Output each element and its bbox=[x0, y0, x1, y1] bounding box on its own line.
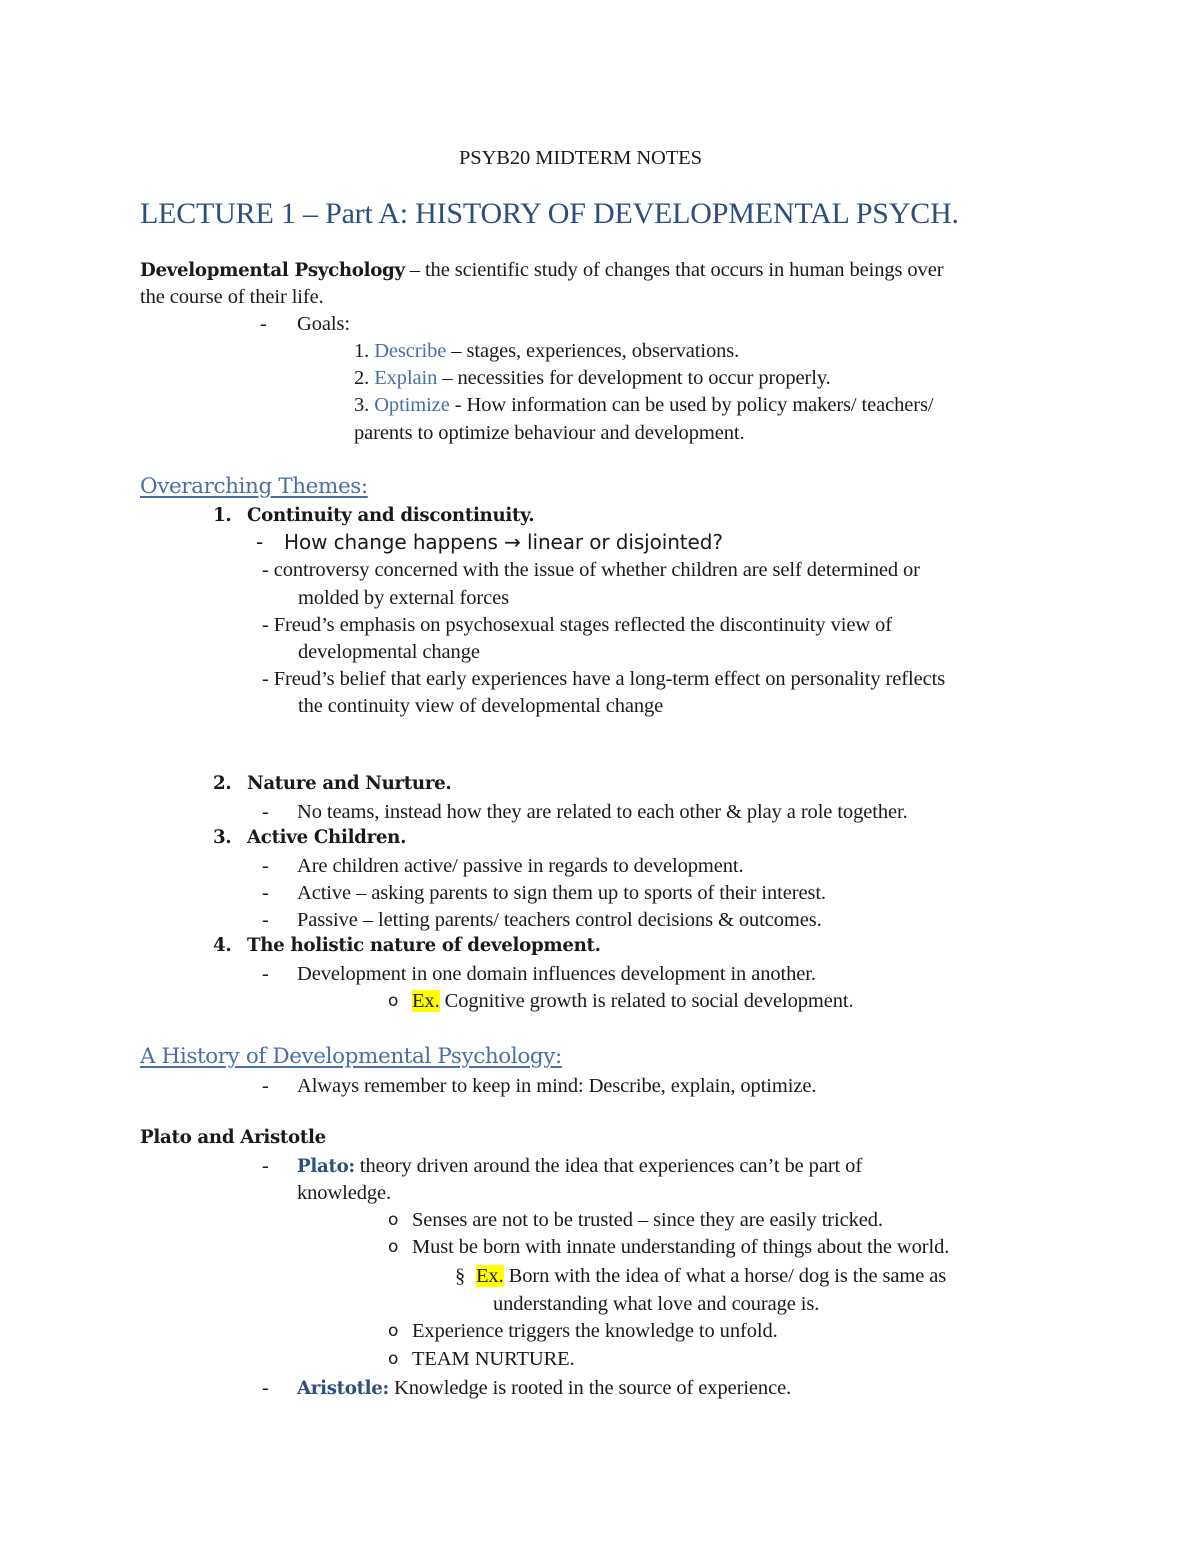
theme-4-example: Ex. Cognitive growth is related to social development. bbox=[412, 990, 854, 1012]
definition-term: Developmental Psychology bbox=[140, 260, 405, 281]
theme-1-note: - controversy concerned with the issue of whether children are self determined or bbox=[262, 559, 920, 581]
plato-dash: - bbox=[262, 1155, 269, 1177]
goal-name: Explain bbox=[374, 367, 438, 389]
section-bullet-icon: § bbox=[455, 1265, 466, 1287]
theme-1-dash: - bbox=[256, 530, 264, 554]
theme-3-dash: - bbox=[262, 855, 269, 877]
plato-point: Senses are not to be trusted – since they are easily tricked. bbox=[412, 1209, 883, 1231]
theme-1-note: - Freud’s belief that early experiences have a long-term effect on personality reflects bbox=[262, 668, 946, 690]
theme-1-subtitle: How change happens → linear or disjointed? bbox=[284, 530, 723, 554]
theme-4-number: 4. bbox=[213, 935, 232, 956]
theme-4-note: Development in one domain influences development in another. bbox=[297, 963, 816, 985]
goals-label: Goals: bbox=[297, 313, 350, 335]
history-dash: - bbox=[262, 1075, 269, 1097]
definition-text: – the scientific study of changes that occurs in human beings over bbox=[404, 259, 944, 281]
theme-3-note: Are children active/ passive in regards to development. bbox=[297, 855, 744, 877]
theme-1-note: the continuity view of developmental change bbox=[298, 695, 664, 717]
themes-heading: Overarching Themes: bbox=[140, 474, 368, 499]
circle-bullet-icon: o bbox=[388, 1321, 399, 1341]
goal-item-optimize: 3. Optimize - How information can be used by policy makers/ teachers/ bbox=[354, 394, 934, 416]
theme-2-title: Nature and Nurture. bbox=[247, 773, 452, 794]
theme-3-dash: - bbox=[262, 909, 269, 931]
plato-line-1: Plato: theory driven around the idea that experiences can’t be part of bbox=[297, 1155, 863, 1177]
goal-item-describe: 1. Describe – stages, experiences, observations. bbox=[354, 340, 740, 362]
definition-line-2: the course of their life. bbox=[140, 286, 324, 308]
theme-3-number: 3. bbox=[213, 827, 232, 848]
plato-line-2: knowledge. bbox=[297, 1182, 392, 1204]
plato-point: Must be born with innate understanding of things about the world. bbox=[412, 1236, 950, 1258]
definition-line-1 bbox=[140, 260, 943, 281]
circle-bullet-icon: o bbox=[388, 991, 399, 1011]
theme-3-note: Active – asking parents to sign them up to sports of their interest. bbox=[297, 882, 826, 904]
history-heading: A History of Developmental Psychology: bbox=[140, 1044, 562, 1069]
theme-4-dash: - bbox=[262, 963, 269, 985]
example-label: Ex. bbox=[476, 1265, 504, 1287]
aristotle-label: Aristotle: bbox=[297, 1378, 389, 1399]
circle-bullet-icon: o bbox=[388, 1237, 399, 1257]
goals-dash: - bbox=[260, 313, 267, 335]
theme-1-title: Continuity and discontinuity. bbox=[247, 505, 535, 526]
example-label: Ex. bbox=[412, 990, 440, 1012]
plato-example-line-2: understanding what love and courage is. bbox=[493, 1293, 820, 1315]
theme-1-note: developmental change bbox=[298, 641, 480, 663]
plato-point: Experience triggers the knowledge to unfold. bbox=[412, 1320, 778, 1342]
theme-3-title: Active Children. bbox=[247, 827, 407, 848]
theme-3-dash: - bbox=[262, 882, 269, 904]
plato-aristotle-heading: Plato and Aristotle bbox=[140, 1127, 326, 1148]
goal-name: Optimize bbox=[374, 394, 450, 416]
theme-2-dash: - bbox=[262, 801, 269, 823]
plato-label: Plato: bbox=[297, 1156, 355, 1177]
theme-1-note: molded by external forces bbox=[298, 587, 509, 609]
aristotle-dash: - bbox=[262, 1377, 269, 1399]
circle-bullet-icon: o bbox=[388, 1210, 399, 1230]
theme-4-title: The holistic nature of development. bbox=[247, 935, 601, 956]
document-title: PSYB20 MIDTERM NOTES bbox=[459, 147, 702, 169]
goal-item-explain: 2. Explain – necessities for development to occur properly. bbox=[354, 367, 831, 389]
goal-item-optimize-cont: parents to optimize behaviour and development. bbox=[354, 422, 745, 444]
lecture-heading: LECTURE 1 – Part A: HISTORY OF DEVELOPMENTAL PSYCH. bbox=[140, 197, 959, 230]
theme-2-number: 2. bbox=[213, 773, 232, 794]
theme-1-number: 1. bbox=[213, 505, 232, 526]
theme-3-note: Passive – letting parents/ teachers control decisions & outcomes. bbox=[297, 909, 822, 931]
aristotle-line: Aristotle: Knowledge is rooted in the source of experience. bbox=[297, 1377, 792, 1399]
theme-2-note: No teams, instead how they are related to each other & play a role together. bbox=[297, 801, 908, 823]
history-note: Always remember to keep in mind: Describe, explain, optimize. bbox=[297, 1075, 817, 1097]
plato-point: TEAM NURTURE. bbox=[412, 1348, 575, 1370]
theme-1-note: - Freud’s emphasis on psychosexual stages reflected the discontinuity view of bbox=[262, 614, 892, 636]
goal-name: Describe bbox=[374, 340, 447, 362]
plato-example-line-1: Ex. Born with the idea of what a horse/ dog is the same as bbox=[476, 1265, 947, 1287]
circle-bullet-icon: o bbox=[388, 1349, 399, 1369]
